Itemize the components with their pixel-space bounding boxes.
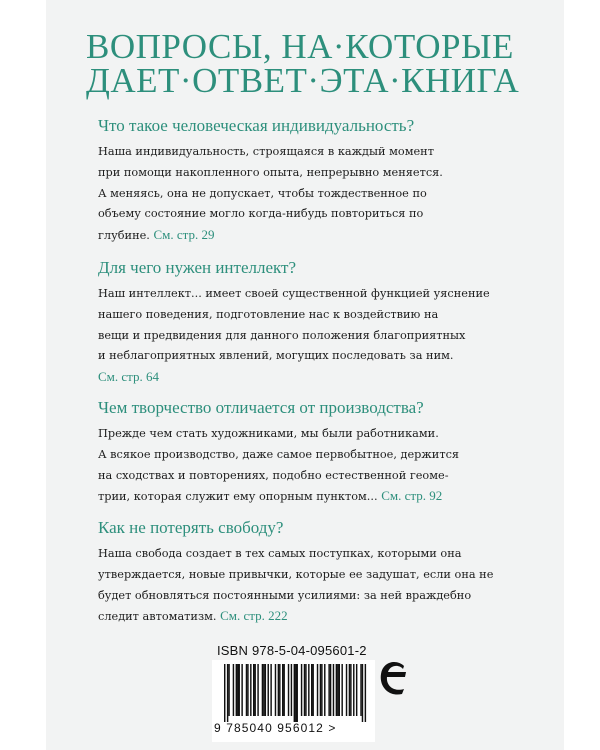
barcode-bar — [233, 664, 234, 716]
publisher-logo-icon — [375, 657, 415, 703]
barcode-bar — [339, 664, 340, 716]
barcode-bar — [308, 664, 309, 716]
barcode-bar — [320, 664, 321, 716]
barcode-bar — [365, 664, 366, 722]
barcode-bar — [317, 664, 318, 716]
barcode-bar — [224, 664, 225, 722]
body-line: будет обновляться постоянными усилиями: за ней враждебно — [98, 588, 472, 602]
barcode-bar — [282, 664, 283, 716]
body-line: и неблагоприятных явлений, могущих последовать за ним. — [98, 349, 454, 363]
body-line: при помощи накопленного опыта, непрерывно меняется. — [98, 165, 443, 179]
barcode-bar — [360, 664, 361, 716]
barcode-bar — [312, 664, 313, 716]
body-line: нашего поведения, подготовление нас к воздействию на — [98, 307, 439, 321]
page-reference: См. стр. 92 — [381, 488, 443, 504]
body-line: Прежде чем стать художниками, мы были работниками. — [98, 427, 439, 440]
barcode-bar — [341, 664, 342, 716]
barcode-bar — [336, 664, 337, 716]
barcode-bar — [349, 664, 350, 716]
body-line-ref — [98, 367, 538, 389]
section-intellect — [98, 258, 538, 389]
barcode-bar — [262, 664, 263, 716]
barcode-bar — [270, 664, 271, 716]
section-individuality — [98, 116, 538, 247]
barcode-digits: 9 785040 956012 > — [214, 721, 337, 735]
barcode-bar — [353, 664, 354, 716]
barcode-bar — [288, 664, 289, 716]
barcode-bar — [239, 664, 240, 716]
body-line: Наш интеллект... имеет своей существенной функцией уяснение — [98, 287, 490, 300]
barcode-bar — [321, 664, 322, 716]
barcode-bar — [236, 664, 237, 716]
barcode-bar — [362, 664, 363, 722]
barcode-bar — [257, 664, 258, 716]
body-line: Наша свобода создает в тех самых поступках, которыми она — [98, 547, 462, 560]
section-body — [98, 142, 538, 247]
body-line: Наша индивидуальность, строящаяся в каждый момент — [98, 145, 434, 158]
barcode-bar — [330, 664, 331, 716]
barcode-bar — [283, 664, 284, 716]
body-line: утверждается, новые привычки, которые ее задушат, если она не — [98, 567, 494, 581]
barcode-bar — [305, 664, 306, 716]
section-body — [98, 544, 538, 628]
body-line-last — [98, 486, 538, 508]
body-line: вещи и предвидения для данного положения благоприятных — [98, 328, 466, 342]
body-line: А меняясь, она не допускает, чтобы тождественное по — [98, 186, 427, 200]
barcode-bar — [237, 664, 238, 716]
barcode-bar — [311, 664, 312, 716]
barcode-bar — [294, 664, 295, 722]
barcode-bar — [291, 664, 292, 716]
body-line: объему состояние могло когда-нибудь повториться по — [98, 207, 424, 221]
body-line-last — [98, 225, 538, 247]
barcode-bar — [247, 664, 248, 716]
body-line-text: следит автоматизм. — [98, 610, 217, 624]
section-question: Что такое человеческая индивидуальность? — [98, 116, 415, 135]
barcode-bar — [356, 664, 357, 716]
body-line-text: глубине. — [98, 229, 150, 243]
page-reference: См. стр. 222 — [220, 608, 288, 624]
page-reference: См. стр. 64 — [98, 369, 160, 385]
barcode-bars — [212, 660, 375, 722]
barcode-bar — [333, 664, 334, 716]
body-line: на сходствах и повторениях, подобно естественной геоме- — [98, 468, 449, 482]
barcode-bar — [324, 664, 325, 716]
barcode-bar — [254, 664, 255, 716]
section-question: Для чего нужен интеллект? — [98, 258, 297, 277]
barcode-bar — [304, 664, 305, 716]
barcode-bar — [253, 664, 254, 716]
barcode-bar — [295, 664, 296, 722]
barcode-bar — [250, 664, 251, 716]
barcode-bar — [268, 664, 269, 716]
page-title — [86, 27, 536, 100]
section-freedom — [98, 518, 538, 628]
barcode-bar — [297, 664, 298, 722]
isbn-text: ISBN 978-5-04-095601-2 — [217, 643, 367, 658]
section-creativity — [98, 398, 538, 508]
section-body — [98, 424, 538, 508]
barcode-bar — [241, 664, 242, 716]
page-reference: См. стр. 29 — [153, 227, 215, 243]
barcode-bar — [350, 664, 351, 716]
body-line: А всякое производство, даже самое первобытное, держится — [98, 447, 460, 461]
barcode-bar — [227, 664, 228, 722]
barcode-bar — [328, 664, 329, 716]
barcode-bar — [278, 664, 279, 716]
barcode-bar — [337, 664, 338, 716]
barcode-bar — [346, 664, 347, 716]
section-body — [98, 284, 538, 389]
body-line-last — [98, 606, 538, 628]
barcode-bar — [265, 664, 266, 716]
barcode — [212, 660, 375, 742]
barcode-bar — [246, 664, 247, 716]
barcode-bar — [279, 664, 280, 716]
title-line-2: ДАЕТ·ОТВЕТ·ЭТА·КНИГА — [86, 61, 520, 100]
section-question: Чем творчество отличается от производства? — [98, 398, 424, 417]
barcode-bar — [301, 664, 302, 716]
section-question: Как не потерять свободу? — [98, 518, 284, 537]
body-line-text: трии, которая служит ему опорным пунктом... — [98, 490, 378, 504]
barcode-bar — [228, 664, 229, 716]
title-line-1: ВОПРОСЫ, НА·КОТОРЫЕ — [86, 27, 514, 66]
barcode-bar — [275, 664, 276, 716]
barcode-bar — [263, 664, 264, 716]
